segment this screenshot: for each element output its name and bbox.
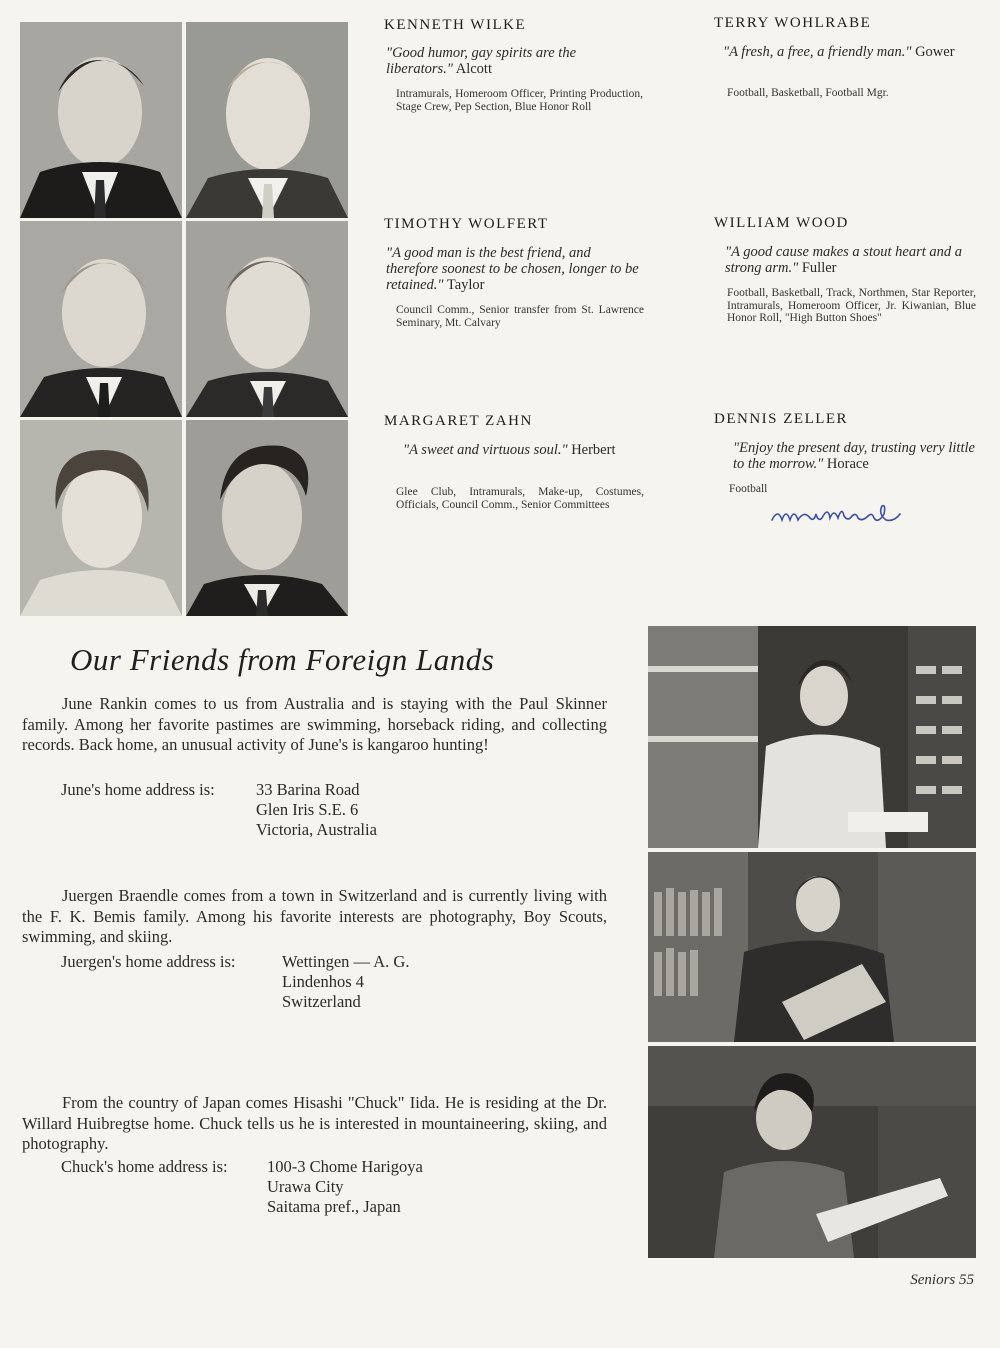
- quote-author: Herbert: [571, 442, 616, 458]
- quote-author: Taylor: [446, 277, 485, 293]
- handwritten-married-signature: [768, 498, 908, 528]
- address-line: Urawa City: [267, 1177, 344, 1196]
- address-block: [256, 780, 377, 840]
- quote-author: Horace: [826, 456, 869, 472]
- senior-name: TERRY WOHLRABE: [714, 15, 872, 31]
- portrait-william-wood: [186, 221, 348, 417]
- address-label: Chuck's home address is:: [61, 1157, 228, 1176]
- senior-quote: [723, 44, 976, 60]
- address-line: 100-3 Chome Harigoya: [267, 1157, 423, 1176]
- photo-juergen-library: [648, 852, 976, 1042]
- quote-author: Alcott: [455, 61, 492, 77]
- senior-name: MARGARET ZAHN: [384, 413, 533, 429]
- portrait-terry-wohlrabe: [186, 22, 348, 218]
- address-label: Juergen's home address is:: [61, 952, 236, 971]
- senior-quote: [733, 440, 977, 472]
- portrait-timothy-wolfert: [20, 221, 182, 417]
- quote-author: Gower: [915, 44, 955, 60]
- portrait-dennis-zeller: [186, 420, 348, 616]
- portrait-kenneth-wilke: [20, 22, 182, 218]
- quote-text: "A sweet and virtuous soul.": [403, 442, 568, 458]
- senior-quote: [725, 244, 977, 276]
- address-line: Wettingen — A. G.: [282, 952, 410, 971]
- senior-quote: [386, 45, 643, 77]
- address-line: 33 Barina Road: [256, 780, 360, 799]
- senior-activities: Glee Club, Intramurals, Make-up, Costumes, Officials, Council Comm., Senior Committees: [396, 486, 644, 511]
- senior-activities: Intramurals, Homeroom Officer, Printing Production, Stage Crew, Pep Section, Blue Honor Roll: [396, 88, 643, 113]
- quote-text: "A fresh, a free, a friendly man.": [723, 44, 912, 60]
- section-title: Our Friends from Foreign Lands: [70, 642, 495, 677]
- address-line: Saitama pref., Japan: [267, 1197, 401, 1216]
- senior-name: WILLIAM WOOD: [714, 215, 849, 231]
- address-label: June's home address is:: [61, 780, 215, 799]
- portrait-margaret-zahn: [20, 420, 182, 616]
- page-folio: Seniors 55: [910, 1272, 974, 1288]
- address-block: [282, 952, 409, 1012]
- senior-activities: Council Comm., Senior transfer from St. Lawrence Seminary, Mt. Calvary: [396, 304, 644, 329]
- address-line: Switzerland: [282, 992, 361, 1011]
- senior-name: DENNIS ZELLER: [714, 411, 849, 427]
- quote-author: Fuller: [801, 260, 837, 276]
- handwritten-note: [768, 498, 908, 533]
- senior-quote: [403, 442, 643, 458]
- quote-text: "Enjoy the present day, trusting very little to the morrow.": [733, 440, 975, 472]
- senior-activities: Football, Basketball, Football Mgr.: [727, 87, 889, 99]
- address-block: [267, 1157, 423, 1217]
- address-line: Glen Iris S.E. 6: [256, 800, 359, 819]
- senior-name: TIMOTHY WOLFERT: [384, 216, 549, 232]
- senior-quote: [386, 245, 644, 293]
- senior-activities: Football: [729, 483, 768, 495]
- quote-text: "A good cause makes a stout heart and a strong arm.": [725, 244, 962, 276]
- student-paragraph: From the country of Japan comes Hisashi "Chuck" Iida. He is residing at the Dr. Willard Huibregtse home. Chuck tells us he is interested in mountaineering, skiing, and photography.: [22, 1093, 607, 1153]
- student-paragraph: Juergen Braendle comes from a town in Switzerland and is currently living with the F. K. Bemis family. Among his favorite interests are photography, Boy Scouts, swimming, and skiing.: [22, 886, 607, 946]
- address-line: Victoria, Australia: [256, 820, 377, 839]
- quote-text: "Good humor, gay spirits are the liberators.": [386, 45, 577, 77]
- photo-june-library: [648, 626, 976, 848]
- senior-name: KENNETH WILKE: [384, 17, 527, 33]
- quote-text: "A good man is the best friend, and therefore soonest to be chosen, longer to be retained.": [386, 245, 639, 293]
- address-line: Lindenhos 4: [282, 972, 365, 991]
- student-paragraph: June Rankin comes to us from Australia and is staying with the Paul Skinner family. Among her favorite pastimes are swimming, horseback riding, and collecting records. Back home, an unusual activity of June's is kangaroo hunting!: [22, 694, 607, 754]
- senior-activities: Football, Basketball, Track, Northmen, Star Reporter, Intramurals, Homeroom Officer, Jr. Kiwanian, Blue Honor Roll, "High Button Shoes": [727, 287, 976, 324]
- photo-chuck-library: [648, 1046, 976, 1258]
